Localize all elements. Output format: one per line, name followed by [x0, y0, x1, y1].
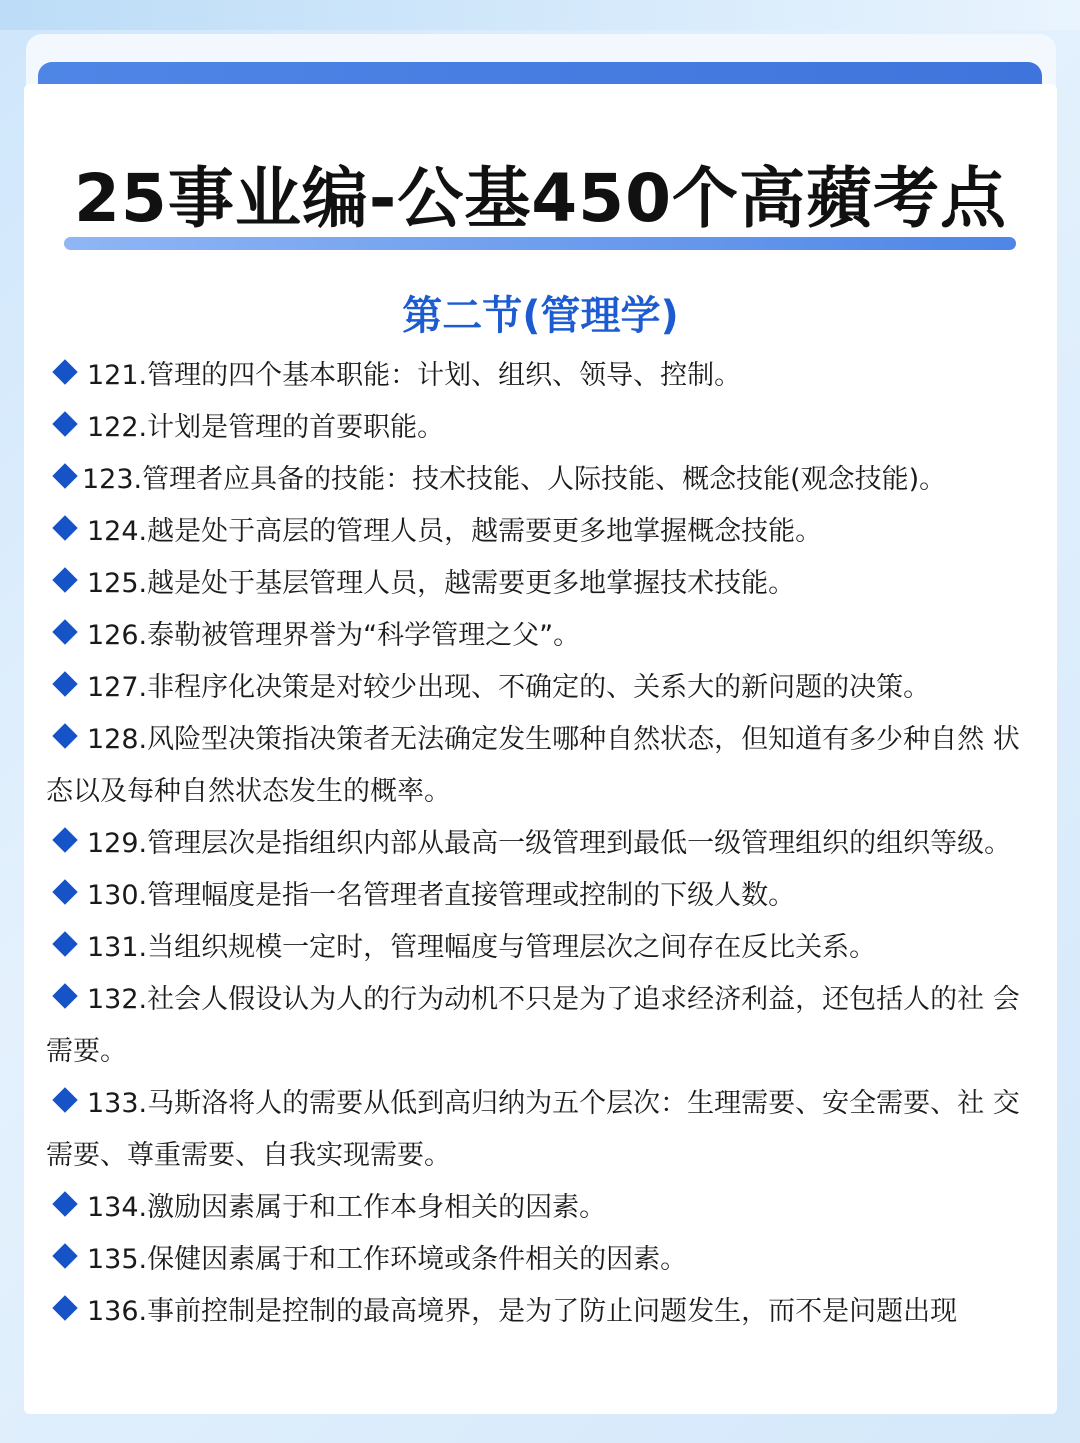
list-item — [46, 1078, 1036, 1182]
item-text: 129.管理层次是指组织内部从最高一级管理到最低一级管理组织的组织等级。 — [87, 828, 1012, 859]
item-text: 131.当组织规模一定时，管理幅度与管理层次之间存在反比关系。 — [87, 932, 877, 963]
diamond-icon — [52, 619, 77, 644]
list-item — [46, 922, 1036, 974]
diamond-icon — [52, 931, 77, 956]
list-item — [46, 1286, 1036, 1338]
diamond-icon — [52, 827, 77, 852]
list-item — [46, 818, 1036, 870]
item-text: 128.风险型决策指决策者无法确定发生哪种自然状态，但知道有多少种自然 状态以及每种自然状态发生的概率。 — [46, 724, 1020, 807]
diamond-icon — [52, 567, 77, 592]
item-text: 130.管理幅度是指一名管理者直接管理或控制的下级人数。 — [87, 880, 796, 911]
item-text: 125.越是处于基层管理人员，越需要更多地掌握技术技能。 — [87, 568, 796, 599]
item-text: 132.社会人假设认为人的行为动机不只是为了追求经济利益，还包括人的社 会需要。 — [46, 984, 1020, 1067]
diamond-icon — [52, 879, 77, 904]
diamond-icon — [52, 1191, 77, 1216]
item-text: 123.管理者应具备的技能：技术技能、人际技能、概念技能(观念技能)。 — [82, 464, 947, 495]
list-item — [46, 662, 1036, 714]
diamond-icon — [52, 671, 77, 696]
list-item — [46, 714, 1036, 818]
section-subtitle: 第二节(管理学) — [402, 293, 679, 339]
item-text: 126.泰勒被管理界誉为“科学管理之父”。 — [87, 620, 581, 651]
background-strip — [0, 0, 1080, 30]
diamond-icon — [52, 359, 77, 384]
title-underline — [64, 237, 1016, 250]
list-item — [46, 350, 1036, 402]
item-text: 134.激励因素属于和工作本身相关的因素。 — [87, 1192, 607, 1223]
item-text: 121.管理的四个基本职能：计划、组织、领导、控制。 — [87, 360, 742, 391]
list-item — [46, 506, 1036, 558]
list-item — [46, 1182, 1036, 1234]
item-text: 124.越是处于高层的管理人员，越需要更多地掌握概念技能。 — [87, 516, 823, 547]
item-text: 133.马斯洛将人的需要从低到高归纳为五个层次：生理需要、安全需要、社 交需要、尊重需要、自我实现需要。 — [46, 1088, 1020, 1171]
diamond-icon — [52, 463, 77, 488]
diamond-icon — [52, 515, 77, 540]
item-text: 122.计划是管理的首要职能。 — [87, 412, 445, 443]
list-item — [46, 402, 1036, 454]
content-card — [24, 84, 1057, 1414]
item-text: 136.事前控制是控制的最高境界，是为了防止问题发生，而不是问题出现 — [87, 1296, 958, 1327]
list-item — [46, 870, 1036, 922]
list-item — [46, 454, 1036, 506]
title-wrap — [24, 154, 1057, 244]
list-item — [46, 1234, 1036, 1286]
list-item — [46, 610, 1036, 662]
list-item — [46, 558, 1036, 610]
point-list — [46, 350, 1036, 1338]
item-text: 135.保健因素属于和工作环境或条件相关的因素。 — [87, 1244, 688, 1275]
diamond-icon — [52, 1295, 77, 1320]
list-item — [46, 974, 1036, 1078]
diamond-icon — [52, 1243, 77, 1268]
diamond-icon — [52, 723, 77, 748]
item-text: 127.非程序化决策是对较少出现、不确定的、关系大的新问题的决策。 — [87, 672, 931, 703]
diamond-icon — [52, 411, 77, 436]
page-title: 25事业编-公基450个高蘋考点 — [73, 160, 1007, 237]
diamond-icon — [52, 1087, 77, 1112]
diamond-icon — [52, 983, 77, 1008]
